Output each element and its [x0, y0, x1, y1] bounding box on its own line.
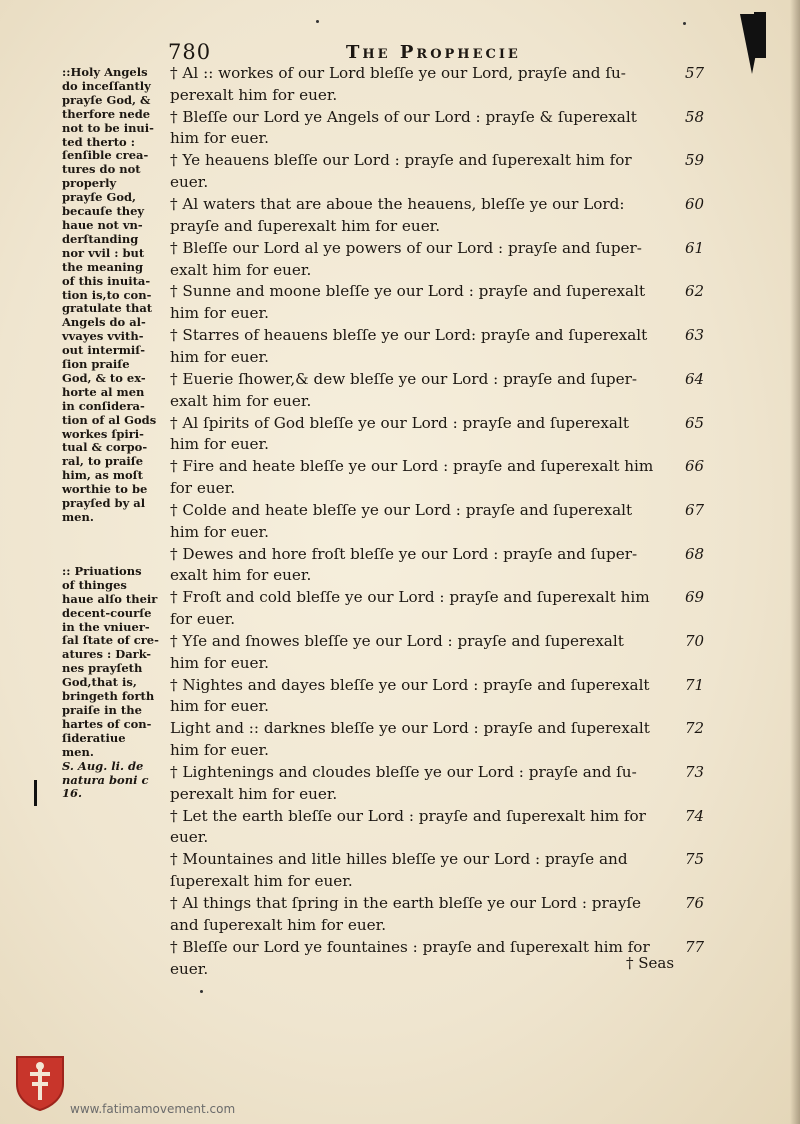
verse-number: 72	[685, 719, 705, 738]
verse	[170, 762, 715, 806]
verse-number: 64	[685, 369, 705, 388]
verse-line: euer.	[170, 173, 209, 192]
verse-number: 74	[685, 806, 705, 825]
verse-number: 62	[685, 282, 705, 301]
verse-number: 77	[685, 937, 705, 956]
margin-note-line: nor vvil : but	[62, 245, 145, 260]
margin-note-line: derſtanding	[62, 231, 139, 246]
margin-note-reference: S. Aug. li. de natura boni c 16.	[62, 758, 149, 801]
margin-note-line: :: Priuations	[62, 563, 142, 578]
verse-line: for euer.	[170, 478, 236, 497]
verse-line: ſuperexalt him for euer.	[170, 872, 353, 891]
verse-list	[170, 63, 715, 980]
verse	[170, 849, 715, 893]
verse	[170, 150, 715, 194]
margin-note-line: God, & to ex-	[62, 370, 146, 385]
margin-note-line: of thinges	[62, 577, 127, 592]
verse-line: him for euer.	[170, 522, 269, 541]
verse-line: † Dewes and hore froſt bleſſe ye our Lord : prayſe and ſuper-	[170, 544, 638, 563]
margin-note-line: prayſe God, &	[62, 92, 151, 107]
verse-line: † Al waters that are aboue the heauens, bleſſe ye our Lord:	[170, 195, 625, 214]
verse	[170, 238, 715, 282]
page-number: 780	[168, 40, 212, 64]
verse-number: 57	[685, 64, 705, 82]
verse-number: 58	[685, 107, 705, 126]
margin-note-line: the meaning	[62, 259, 144, 274]
verse-number: 71	[685, 675, 705, 694]
margin-note-angels	[62, 66, 172, 525]
verse-line: him for euer.	[170, 347, 269, 366]
verse-line: Light and :: darknes bleſſe ye our Lord : prayſe and ſuperexalt	[170, 719, 650, 738]
margin-note-line: prayſe God,	[62, 190, 137, 205]
verse	[170, 587, 715, 631]
margin-note-line: hartes of con-	[62, 716, 152, 731]
margin-note-line: of this inuita-	[62, 273, 151, 288]
verse	[170, 806, 715, 850]
margin-note-line: ::Holy Angels	[62, 65, 148, 79]
verse-line: † Al things that ſpring in the earth bleſſe ye our Lord : prayſe	[170, 894, 642, 913]
running-title: The Prophecie	[346, 42, 521, 63]
margin-note-line: haue alſo their	[62, 591, 158, 606]
margin-note-line: tion is,to con-	[62, 287, 152, 302]
verse-line: † Bleſſe our Lord ye fountaines : prayſe and ſuperexalt him for	[170, 937, 650, 956]
verse	[170, 63, 715, 107]
margin-note-line: men.	[62, 510, 94, 524]
verse-line: † Euerie ſhower,& dew bleſſe ye our Lord : prayſe and ſuper-	[170, 369, 638, 388]
margin-note-line: nes prayſeth	[62, 661, 143, 676]
verse-line: prayſe and ſuperexalt him for euer.	[170, 216, 441, 235]
verse-line: euer.	[170, 828, 209, 847]
margin-note-line: workes ſpiri-	[62, 426, 144, 441]
verse-line: exalt him for euer.	[170, 391, 312, 410]
verse-line: † Starres of heauens bleſſe ye our Lord: prayſe and ſuperexalt	[170, 326, 648, 345]
ink-speck	[683, 22, 686, 25]
margin-note-line: Angels do al-	[62, 315, 146, 330]
verse-line: perexalt him for euer.	[170, 85, 338, 104]
verse-number: 67	[685, 500, 705, 519]
margin-note-line: God,that is,	[62, 675, 137, 690]
verse-line: † Froſt and cold bleſſe ye our Lord : prayſe and ſuperexalt him	[170, 588, 650, 607]
margin-note-line: ſenſible crea-	[62, 148, 149, 163]
margin-note-line: ſideratiue	[62, 730, 126, 745]
verse	[170, 194, 715, 238]
margin-note-line: becauſe they	[62, 204, 145, 219]
verse-line: † Lightenings and cloudes bleſſe ye our Lord : prayſe and ſu-	[170, 763, 637, 781]
margin-note-line: in conſidera-	[62, 398, 145, 413]
margin-note-line: praiſe in the	[62, 702, 142, 717]
margin-note-line: do inceſſantly	[62, 78, 151, 93]
verse-number: 70	[685, 631, 705, 650]
verse-number: 75	[685, 850, 705, 869]
ink-speck	[200, 990, 203, 993]
verse-line: † Yſe and ſnowes bleſſe ye our Lord : prayſe and ſuperexalt	[170, 631, 624, 650]
watermark-url[interactable]: www.fatimamovement.com	[70, 1102, 236, 1116]
verse	[170, 631, 715, 675]
verse-line: him for euer.	[170, 435, 269, 454]
verse	[170, 500, 715, 544]
verse-number: 61	[685, 238, 705, 257]
verse-line: † Al :: workes of our Lord bleſſe ye our Lord, prayſe and ſu-	[170, 64, 626, 82]
verse-number: 59	[685, 151, 705, 170]
verse	[170, 369, 715, 413]
verse-line: † Bleſſe our Lord ye Angels of our Lord : prayſe & ſuperexalt	[170, 107, 637, 126]
verse-number: 68	[685, 544, 705, 563]
fatima-shield-logo	[14, 1054, 66, 1112]
margin-note-line: ſion praiſe	[62, 357, 130, 372]
verse	[170, 107, 715, 151]
margin-note-line: tion of al Gods	[62, 412, 157, 427]
verse-number: 73	[685, 763, 705, 781]
margin-note-line: bringeth forth	[62, 689, 155, 704]
margin-note-line: tual & corpo-	[62, 440, 148, 455]
page-edge-shadow	[790, 0, 800, 1124]
corner-mark	[740, 14, 764, 74]
verse-line: him for euer.	[170, 697, 269, 716]
margin-note-line: not to be inui-	[62, 120, 154, 135]
margin-note-line: therfore nede	[62, 106, 151, 121]
verse	[170, 281, 715, 325]
verse-line: him for euer.	[170, 741, 269, 760]
verse-line: perexalt him for euer.	[170, 784, 338, 803]
verse-number: 65	[685, 413, 705, 432]
verse-number: 63	[685, 326, 705, 345]
verse	[170, 893, 715, 937]
verse-line: † Colde and heate bleſſe ye our Lord : prayſe and ſuperexalt	[170, 500, 633, 519]
verse-line: him for euer.	[170, 653, 269, 672]
verse-line: † Fire and heate bleſſe ye our Lord : prayſe and ſuperexalt him	[170, 457, 654, 476]
margin-note-line: prayſed by al	[62, 496, 146, 511]
margin-note-line: properly	[62, 176, 117, 191]
margin-note-line: ſal ſtate of cre-	[62, 633, 159, 648]
verse-line: exalt him for euer.	[170, 260, 312, 279]
verse-line: exalt him for euer.	[170, 566, 312, 585]
verse-number: 60	[685, 195, 705, 214]
margin-note-line: ted therto :	[62, 134, 135, 149]
margin-note-line: tures do not	[62, 162, 141, 177]
margin-note-line: in the vniuer-	[62, 619, 150, 634]
margin-note-line: gratulate that	[62, 301, 153, 316]
verse-line: him for euer.	[170, 129, 269, 148]
verse-number: 69	[685, 588, 705, 607]
margin-notes	[62, 66, 172, 801]
verse-line: † Let the earth bleſſe our Lord : prayſe and ſuperexalt him for	[170, 806, 646, 825]
verse-line: † Nightes and dayes bleſſe ye our Lord : prayſe and ſuperexalt	[170, 675, 650, 694]
verse-line: and ſuperexalt him for euer.	[170, 915, 387, 934]
margin-note-line: out intermiſ-	[62, 343, 146, 358]
margin-note-line: horte al men	[62, 384, 145, 399]
catchword: † Seas	[626, 954, 675, 972]
verse-line: euer.	[170, 959, 209, 978]
margin-note-line: him, as moſt	[62, 468, 143, 483]
verse-line: † Ye heauens bleſſe our Lord : prayſe and ſuperexalt him for	[170, 151, 632, 170]
verse-line: for euer.	[170, 610, 236, 629]
margin-note-line: haue not vn-	[62, 217, 143, 232]
verse-line: † Al ſpirits of God bleſſe ye our Lord : prayſe and ſuperexalt	[170, 413, 629, 432]
margin-note-line: vvayes vvith-	[62, 329, 144, 344]
margin-note-line: atures : Dark-	[62, 647, 151, 662]
verse	[170, 456, 715, 500]
margin-note-line: ral, to praiſe	[62, 454, 144, 469]
ink-speck	[316, 20, 319, 23]
verse	[170, 675, 715, 719]
margin-note-line: decent-courſe	[62, 605, 152, 620]
verse-number: 76	[685, 894, 705, 913]
verse	[170, 718, 715, 762]
margin-ink-mark	[34, 780, 37, 806]
margin-note-line: men.	[62, 744, 94, 759]
verse	[170, 544, 715, 588]
verse-line: † Mountaines and litle hilles bleſſe ye our Lord : prayſe and	[170, 850, 628, 869]
verse	[170, 325, 715, 369]
verse-number: 66	[685, 457, 705, 476]
margin-note-line: worthie to be	[62, 482, 148, 497]
verse-line: † Bleſſe our Lord al ye powers of our Lord : prayſe and ſuper-	[170, 238, 642, 257]
verse	[170, 413, 715, 457]
verse-line: him for euer.	[170, 304, 269, 323]
verse-line: † Sunne and moone bleſſe ye our Lord : prayſe and ſuperexalt	[170, 282, 646, 301]
margin-note-darknes	[62, 565, 172, 801]
